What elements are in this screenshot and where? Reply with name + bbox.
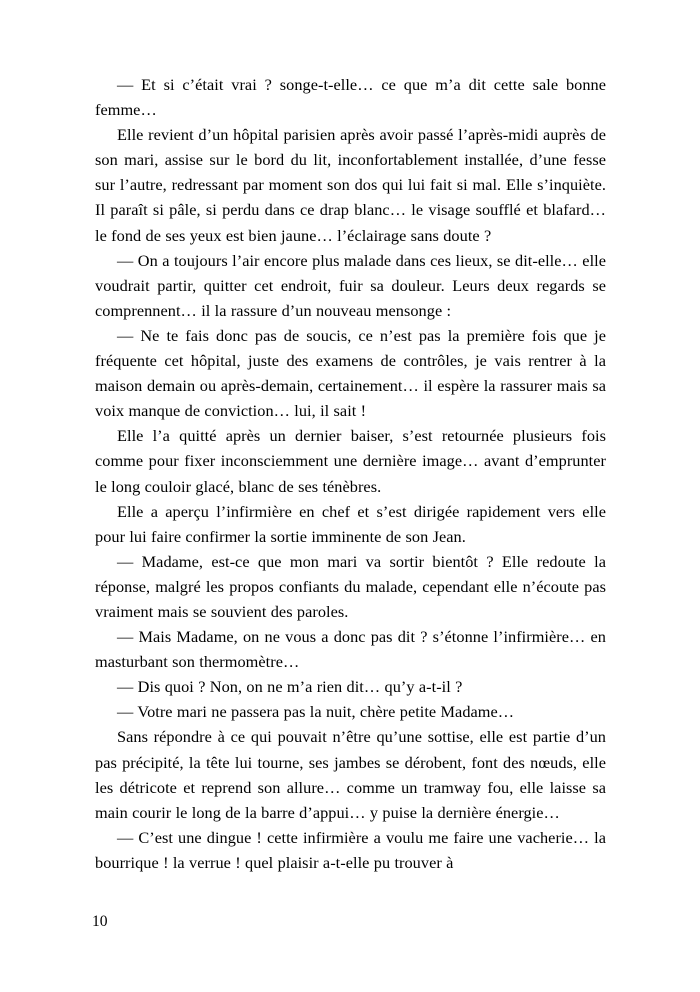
- paragraph: — Mais Madame, on ne vous a donc pas dit ? s’étonne l’infirmière… en masturbant son thermomètre…: [95, 627, 606, 672]
- paragraph: — Et si c’était vrai ? songe-t-elle… ce que m’a dit cette sale bonne femme…: [95, 75, 606, 120]
- body-text-block: [95, 72, 606, 875]
- paragraph: — C’est une dingue ! cette infirmière a voulu me faire une vacherie… la bourrique ! la verrue ! quel plaisir a-t-elle pu trouver à: [95, 827, 606, 872]
- paragraph: Sans répondre à ce qui pouvait n’être qu’une sottise, elle est partie d’un pas précipité, la tête lui tourne, ses jambes se dérobent, font des nœuds, elle les détricote et reprend son allure… comme un tramway fou, elle laisse sa main courir le long de la barre d’appui… y puise la dernière énergie…: [95, 727, 606, 822]
- paragraph: — Dis quoi ? Non, on ne m’a rien dit… qu’y a-t-il ?: [117, 677, 463, 697]
- paragraph: Elle l’a quitté après un dernier baiser, s’est retournée plusieurs fois comme pour fixer inconsciemment une dernière image… avant d’emprunter le long couloir glacé, blanc de ses ténèbres.: [95, 426, 606, 496]
- paragraph: Elle revient d’un hôpital parisien après avoir passé l’après-midi auprès de son mari, assise sur le bord du lit, inconfortablement installée, d’une fesse sur l’autre, redressant par moment son dos qui lui fait si mal. Elle s’inquiète. Il paraît si pâle, si perdu dans ce drap blanc… le visage soufflé et blafard… le fond de ses yeux est bien jaune… l’éclairage sans doute ?: [95, 125, 606, 245]
- paragraph: — Ne te fais donc pas de soucis, ce n’est pas la première fois que je fréquente cet hôpital, juste des examens de contrôles, je vais rentrer à la maison demain ou après-demain, certainement… il espère la rassurer mais sa voix manque de conviction… lui, il sait !: [95, 325, 606, 421]
- paragraph: — Madame, est-ce que mon mari va sortir bientôt ? Elle redoute la réponse, malgré les propos confiants du malade, cependant elle n’écoute pas vraiment mais se souvient des paroles.: [95, 551, 606, 621]
- page-number: 10: [92, 913, 108, 930]
- paragraph: — On a toujours l’air encore plus malade dans ces lieux, se dit-elle… elle voudrait partir, quitter cet endroit, fuir sa douleur. Leurs deux regards se comprennent… il la rassure d’un nouveau mensonge :: [95, 250, 606, 320]
- paragraph: Elle a aperçu l’infirmière en chef et s’est dirigée rapidement vers elle pour lui faire confirmer la sortie imminente de son Jean.: [95, 501, 606, 546]
- paragraph: — Votre mari ne passera pas la nuit, chère petite Madame…: [117, 702, 515, 722]
